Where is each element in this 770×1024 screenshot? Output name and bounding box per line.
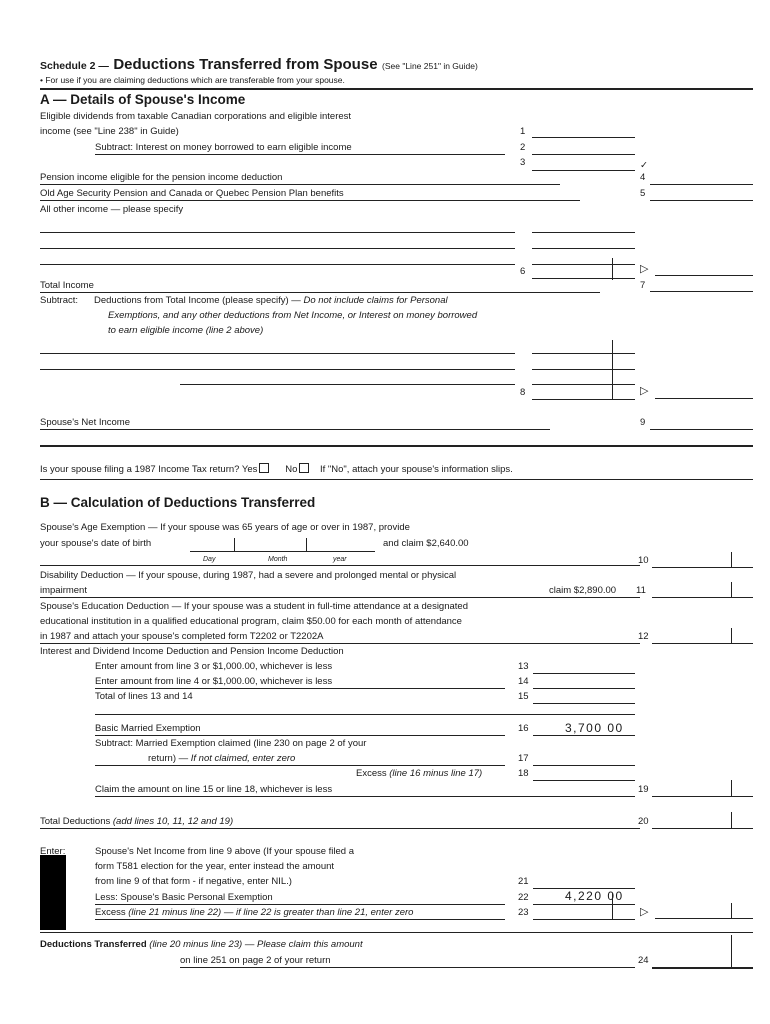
- line-13-text: Enter amount from line 3 or $1,000.00, whichever is less: [95, 661, 333, 672]
- line-24-text-a: Deductions Transferred: [40, 939, 150, 950]
- line-6-carry-field[interactable]: [655, 275, 753, 276]
- subtract-text-2: Exemptions, and any other deductions from Net Income, or Interest on money borrowed: [108, 310, 478, 321]
- schedule-label: Schedule 2 —: [40, 60, 109, 72]
- line-number-24: 24: [638, 955, 649, 966]
- line-15-field[interactable]: [533, 703, 635, 704]
- line-21-text-c: from line 9 of that form - if negative, enter NIL.): [95, 876, 292, 887]
- arrow-icon: ▷: [640, 385, 649, 397]
- other-income-line-1[interactable]: [40, 232, 515, 233]
- line-3-field[interactable]: [532, 170, 635, 171]
- line-10-field[interactable]: [652, 567, 753, 568]
- line-23-text: [95, 908, 413, 918]
- line-number-12: 12: [638, 631, 649, 642]
- subtract-text-1a: Deductions from Total Income (please specify) —: [94, 295, 304, 306]
- line-15-rule: [95, 714, 635, 715]
- net-income-underline: [40, 429, 550, 430]
- other-income-amount-1[interactable]: [532, 232, 635, 233]
- line-23-rule: [40, 932, 753, 933]
- line-22-value: 4,220 00: [565, 889, 624, 903]
- line-23-carry-divider: [731, 903, 732, 919]
- line-2-field[interactable]: [532, 154, 635, 155]
- line-23-underline: [95, 919, 505, 920]
- interest-dividend-text: Interest and Dividend Income Deduction and Pension Income Deduction: [40, 646, 344, 657]
- line-20-underline: [40, 828, 640, 829]
- line-17-underline: [95, 765, 505, 766]
- line-number-21: 21: [518, 876, 529, 887]
- line-number-3: 3: [520, 157, 526, 168]
- line-number-16: 16: [518, 723, 529, 734]
- line-17-text-b2: If not claimed, enter zero: [190, 753, 296, 764]
- page-title: Deductions Transferred from Spouse: [113, 56, 378, 73]
- line-number-20: 20: [638, 816, 649, 827]
- check-mark-icon: ✓: [640, 160, 648, 171]
- line-6-cents-divider: [612, 258, 613, 280]
- line-16-value: 3,700 00: [565, 721, 624, 735]
- subtract-text-1b: Do not include claims for Personal: [303, 295, 448, 306]
- line-21-text-b: form T581 election for the year, enter instead the amount: [95, 861, 335, 872]
- line-24-text-b: (line 20 minus line 23) — Please claim this amount: [149, 939, 363, 950]
- disability-claim: claim $2,890.00: [549, 585, 617, 596]
- line-16-underline: [95, 735, 505, 736]
- line-16-field: [533, 735, 635, 736]
- day-label: Day: [203, 556, 216, 563]
- filing-note: If "No", attach your spouse's information slips.: [319, 464, 513, 475]
- birth-date-field[interactable]: [190, 551, 375, 552]
- line-number-9: 9: [640, 417, 646, 428]
- other-income-line-3[interactable]: [40, 264, 515, 265]
- line-2-underline: [95, 154, 505, 155]
- age-claim-text: and claim $2,640.00: [383, 538, 469, 549]
- line-1-field[interactable]: [532, 137, 635, 138]
- line-11-field[interactable]: [652, 597, 753, 598]
- birth-date-divider-2: [306, 538, 307, 552]
- line-19-underline: [95, 796, 635, 797]
- education-text-1: Spouse's Education Deduction — If your spouse was a student in full-time attendance at a designated: [40, 601, 468, 612]
- line-1-text-a: Eligible dividends from taxable Canadian corporations and eligible interest: [40, 111, 352, 122]
- section-b-title: B — Calculation of Deductions Transferred: [40, 495, 316, 510]
- subtract-text-1: [94, 296, 448, 306]
- deductions-cents-divider: [612, 340, 613, 400]
- line-20-text-b: (add lines 10, 11, 12 and 19): [112, 816, 234, 827]
- line-24-underline: [180, 967, 635, 968]
- age-rule: [40, 565, 640, 566]
- subtract-label: Subtract:: [40, 295, 79, 306]
- deduction-line-3[interactable]: [180, 384, 515, 385]
- header-rule: [40, 88, 753, 90]
- age-text-2: your spouse's date of birth: [40, 538, 152, 549]
- line-22-field: [533, 904, 635, 905]
- line-20-text-a: Total Deductions: [40, 816, 113, 827]
- line-20-field[interactable]: [652, 828, 753, 829]
- line-5-field[interactable]: [650, 200, 753, 201]
- line-number-8: 8: [520, 387, 526, 398]
- total-income-underline: [40, 292, 600, 293]
- line-8-field[interactable]: [532, 399, 635, 400]
- filing-question: [40, 463, 513, 475]
- line-14-underline: [95, 688, 505, 689]
- line-23-text-a: Excess: [95, 907, 129, 918]
- line-17-text-b1: return) —: [148, 753, 191, 764]
- line-12-cents-divider: [731, 628, 732, 644]
- line-23-field[interactable]: [533, 919, 635, 920]
- line-24-field[interactable]: [652, 967, 753, 969]
- filing-question-text: Is your spouse filing a 1987 Income Tax return?: [40, 464, 240, 475]
- line-number-18: 18: [518, 768, 529, 779]
- education-text-2: educational institution in a qualified educational program, claim $50.00 for each month of attendance: [40, 616, 462, 627]
- disability-text-2: impairment: [40, 585, 87, 596]
- pension-income-text: Pension income eligible for the pension income deduction: [40, 172, 283, 183]
- no-checkbox[interactable]: [299, 463, 309, 473]
- line-13-field[interactable]: [533, 673, 635, 674]
- line-20-text: [40, 817, 233, 827]
- line-number-14: 14: [518, 676, 529, 687]
- line-2-text: Subtract: Interest on money borrowed to earn eligible income: [95, 142, 352, 153]
- guide-reference: (See "Line 251" in Guide): [382, 61, 478, 71]
- line-18-text-a: Excess: [356, 768, 390, 779]
- yes-label: Yes: [241, 464, 258, 475]
- line-number-4: 4: [640, 172, 646, 183]
- line-22-text: Less: Spouse's Basic Personal Exemption: [95, 892, 273, 903]
- deduction-amount-2[interactable]: [532, 369, 635, 370]
- line-18-field[interactable]: [533, 780, 635, 781]
- line-16-text: Basic Married Exemption: [95, 723, 201, 734]
- line-23-cents-divider: [612, 893, 613, 920]
- line-17-field[interactable]: [533, 765, 635, 766]
- section-a-rule: [40, 445, 753, 447]
- line-7-field[interactable]: [650, 291, 753, 292]
- pension-underline: [40, 184, 560, 185]
- filing-rule: [40, 479, 753, 480]
- line-number-13: 13: [518, 661, 529, 672]
- subtract-text-3: to earn eligible income (line 2 above): [108, 325, 264, 336]
- redaction-bar: [40, 855, 66, 930]
- line-4-field[interactable]: [650, 184, 753, 185]
- line-9-field[interactable]: [650, 429, 753, 430]
- line-8-carry-field[interactable]: [655, 398, 753, 399]
- year-label: year: [333, 556, 347, 563]
- other-income-line-2[interactable]: [40, 248, 515, 249]
- schedule-header: [40, 57, 478, 73]
- month-label: Month: [268, 556, 288, 563]
- schedule-note: • For use if you are claiming deductions which are transferable from your spouse.: [40, 75, 345, 85]
- line-14-text: Enter amount from line 4 or $1,000.00, whichever is less: [95, 676, 333, 687]
- line-number-22: 22: [518, 892, 529, 903]
- age-text-1: Spouse's Age Exemption — If your spouse was 65 years of age or over in 1987, provide: [40, 522, 410, 533]
- line-number-23: 23: [518, 907, 529, 918]
- enter-label: Enter:: [40, 846, 66, 857]
- line-1-text-b: income (see "Line 238" in Guide): [40, 126, 179, 137]
- yes-checkbox[interactable]: [259, 463, 269, 473]
- line-20-cents-divider: [731, 812, 732, 829]
- spouse-net-income-text: Spouse's Net Income: [40, 417, 130, 428]
- line-number-11: 11: [636, 585, 646, 596]
- line-10-cents-divider: [731, 552, 732, 568]
- disability-text-1: Disability Deduction — If your spouse, during 1987, had a severe and prolonged mental or physical: [40, 570, 457, 581]
- deduction-amount-3[interactable]: [532, 384, 635, 385]
- line-11-cents-divider: [731, 582, 732, 598]
- education-rule: [40, 643, 640, 644]
- education-text-3: in 1987 and attach your spouse's completed form T2202 or T2202A: [40, 631, 324, 642]
- line-18-text: [356, 769, 482, 779]
- line-24-text: [40, 940, 363, 950]
- other-income-amount-3[interactable]: [532, 264, 635, 265]
- line-19-field[interactable]: [652, 796, 753, 797]
- section-a-title: A — Details of Spouse's Income: [40, 92, 246, 107]
- deduction-amount-1[interactable]: [532, 353, 635, 354]
- line-24-cents-divider: [731, 935, 732, 968]
- deduction-line-2[interactable]: [40, 369, 515, 370]
- no-label: No: [285, 464, 298, 475]
- line-12-field[interactable]: [652, 643, 753, 644]
- other-income-text: All other income — please specify: [40, 204, 184, 215]
- line-number-2: 2: [520, 142, 526, 153]
- oas-underline: [40, 200, 580, 201]
- line-15-text: Total of lines 13 and 14: [95, 691, 193, 702]
- line-14-field[interactable]: [533, 688, 635, 689]
- line-number-6: 6: [520, 266, 526, 277]
- line-19-cents-divider: [731, 780, 732, 797]
- line-number-7: 7: [640, 280, 646, 291]
- other-income-amount-2[interactable]: [532, 248, 635, 249]
- line-number-19: 19: [638, 784, 649, 795]
- line-24-text-c: on line 251 on page 2 of your return: [180, 955, 331, 966]
- line-17-text-a: Subtract: Married Exemption claimed (line 230 on page 2 of your: [95, 738, 367, 749]
- line-19-text: Claim the amount on line 15 or line 18, whichever is less: [95, 784, 333, 795]
- arrow-icon: ▷: [640, 263, 649, 275]
- line-number-5: 5: [640, 188, 646, 199]
- line-18-text-b: (line 16 minus line 17): [389, 768, 483, 779]
- line-21-text-a: Spouse's Net Income from line 9 above (If your spouse filed a: [95, 846, 354, 857]
- line-number-17: 17: [518, 753, 529, 764]
- line-22-underline: [95, 904, 505, 905]
- birth-date-divider-1: [234, 538, 235, 552]
- line-number-10: 10: [638, 555, 649, 566]
- arrow-icon: ▷: [640, 906, 649, 918]
- deduction-line-1[interactable]: [40, 353, 515, 354]
- oas-text: Old Age Security Pension and Canada or Quebec Pension Plan benefits: [40, 188, 344, 199]
- line-23-text-b: (line 21 minus line 22) — if line 22 is greater than line 21, enter zero: [128, 907, 414, 918]
- line-6-field[interactable]: [532, 278, 635, 279]
- line-23-carry-field[interactable]: [655, 918, 753, 919]
- total-income-text: Total Income: [40, 280, 94, 291]
- line-17-text-b: [148, 754, 295, 764]
- disability-rule: [40, 597, 640, 598]
- line-number-15: 15: [518, 691, 529, 702]
- line-number-1: 1: [520, 126, 526, 137]
